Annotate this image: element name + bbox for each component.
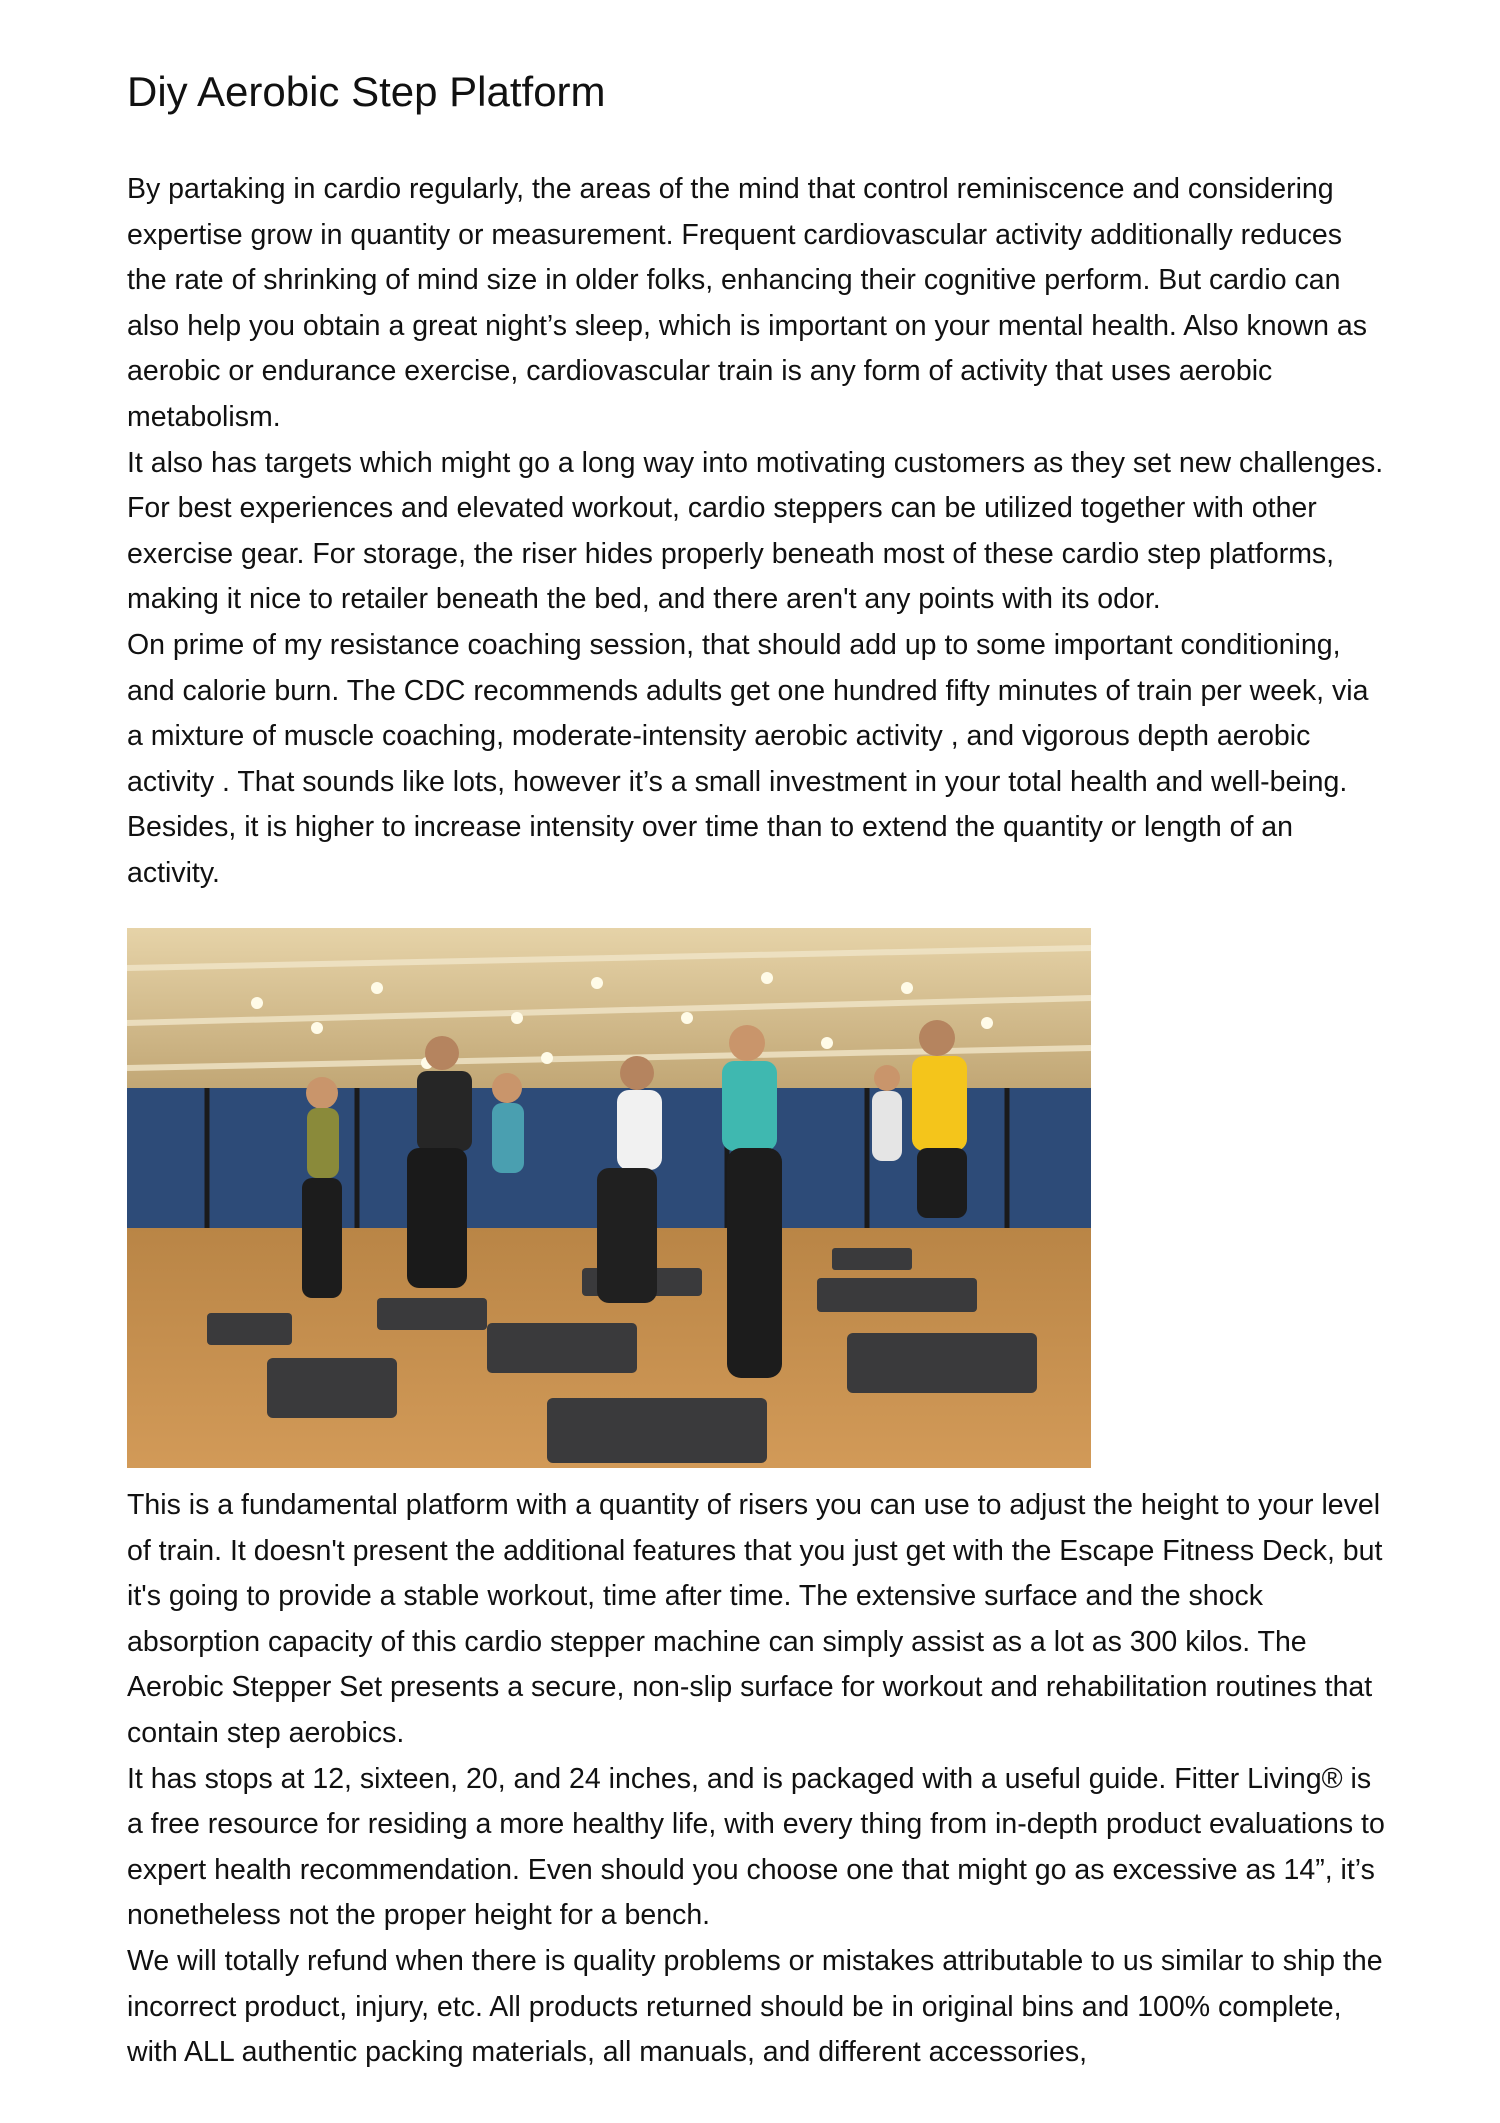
page-title: Diy Aerobic Step Platform: [127, 68, 606, 115]
paragraph: This is a fundamental platform with a quantity of risers you can use to adjust the height to your level of train. It doesn't present the additional features that you just get with the Escape Fitness Deck, but it's going to provide a stable workout, time after time. The extensive surface and the shock absorption capacity of this cardio stepper machine can simply assist as a lot as 300 kilos. The Aerobic Stepper Set presents a secure, non-slip surface for workout and rehabilitation routines that contain step aerobics.: [127, 1489, 1383, 1749]
paragraph: We will totally refund when there is quality problems or mistakes attributable to us similar to ship the incorrect product, injury, etc. All products returned should be in original bins and 100% complete, with ALL authentic packing materials, all manuals, and different accessories,: [127, 1944, 1383, 2069]
paragraph: It also has targets which might go a long way into motivating customers as they set new challenges. For best experiences and elevated workout, cardio steppers can be utilized together with other exercise gear. For storage, the riser hides properly beneath most of these cardio step platforms, making it nice to retailer beneath the bed, and there aren't any points with its odor.: [127, 446, 1384, 616]
body-text: [127, 1483, 1387, 2076]
paragraph: On prime of my resistance coaching session, that should add up to some important conditioning, and calorie burn. The CDC recommends adults get one hundred fifty minutes of train per week, via a mixture of muscle coaching, moderate-intensity aerobic activity , and vigorous depth aerobic activity . That sounds like lots, however it’s a small investment in your total health and well-being. Besides, it is higher to increase intensity over time than to extend the quantity or length of an activity.: [127, 628, 1369, 889]
paragraph: It has stops at 12, sixteen, 20, and 24 inches, and is packaged with a useful guide. Fitter Living® is a free resource for residing a more healthy life, with every thing from in-depth product evaluations to expert health recommendation. Even should you choose one that might go as excessive as 14”, it’s nonetheless not the proper height for a bench.: [127, 1762, 1385, 1932]
paragraph: By partaking in cardio regularly, the areas of the mind that control reminiscence and considering expertise grow in quantity or measurement. Frequent cardiovascular activity additionally reduces the rate of shrinking of mind size in older folks, enhancing their cognitive perform. But cardio can also help you obtain a great night’s sleep, which is important on your mental health. Also known as aerobic or endurance exercise, cardiovascular train is any form of activity that uses aerobic metabolism.: [127, 173, 1367, 433]
photo-illustration: [127, 928, 1091, 1468]
step-aerobics-class-photo: [127, 928, 1091, 1468]
intro-text: [127, 167, 1387, 897]
